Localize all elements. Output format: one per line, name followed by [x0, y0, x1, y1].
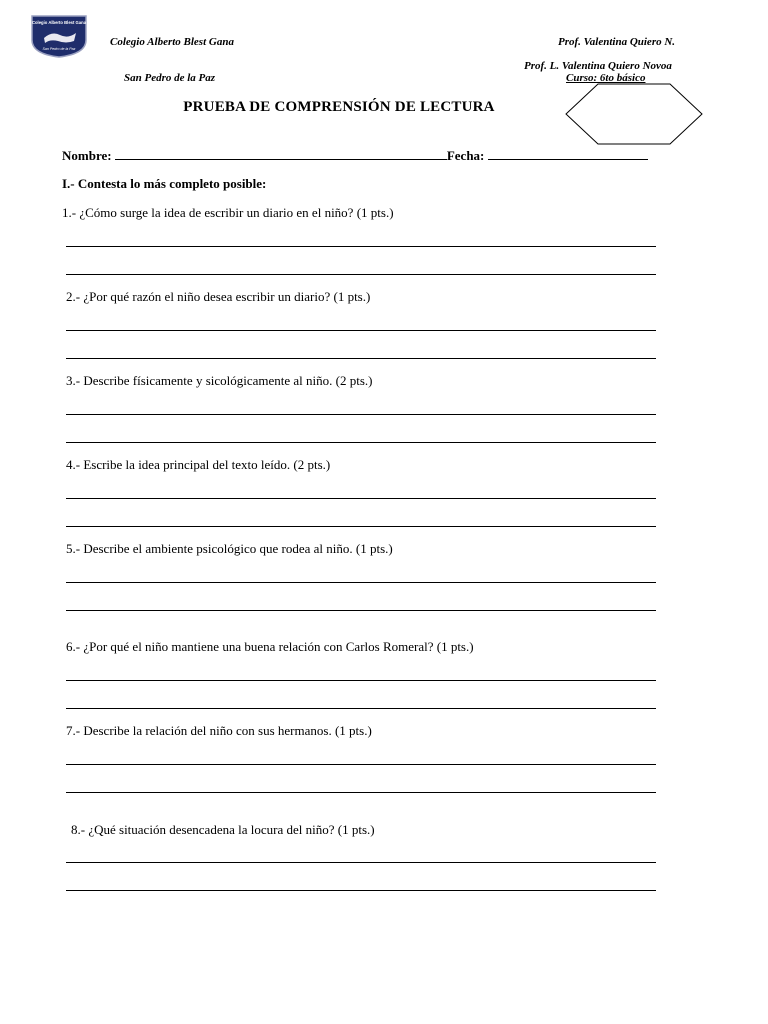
question-5: 5.- Describe el ambiente psicológico que rodea al niño. (1 pts.): [66, 541, 393, 556]
page-title: PRUEBA DE COMPRENSIÓN DE LECTURA: [183, 99, 495, 115]
school-logo: [30, 14, 88, 58]
answer-line[interactable]: [66, 680, 656, 681]
answer-line[interactable]: [66, 442, 656, 443]
answer-line[interactable]: [66, 610, 656, 611]
name-field-line[interactable]: [115, 147, 447, 160]
logo-text-bottom: San Pedro de la Paz: [42, 47, 76, 51]
answer-line[interactable]: [66, 274, 656, 275]
date-field-line[interactable]: [488, 147, 648, 160]
name-date-row: [62, 147, 648, 164]
school-name: Colegio Alberto Blest Gana: [110, 36, 234, 48]
date-label: Fecha:: [446, 148, 485, 163]
answer-line[interactable]: [66, 764, 656, 765]
question-1: 1.- ¿Cómo surge la idea de escribir un diario en el niño? (1 pts.): [62, 205, 394, 220]
answer-line[interactable]: [66, 792, 656, 793]
section-title: I.- Contesta lo más completo posible:: [62, 176, 267, 191]
logo-text-top: Colegio Alberto Blest Gana: [31, 20, 87, 25]
answer-line[interactable]: [66, 246, 656, 247]
answer-line[interactable]: [66, 358, 656, 359]
grade-hexagon: [564, 82, 704, 146]
answer-line[interactable]: [66, 862, 656, 863]
question-8: 8.- ¿Qué situación desencadena la locura del niño? (1 pts.): [71, 822, 375, 837]
question-7: 7.- Describe la relación del niño con sus hermanos. (1 pts.): [66, 723, 372, 738]
question-2: 2.- ¿Por qué razón el niño desea escribir un diario? (1 pts.): [66, 289, 371, 304]
answer-line[interactable]: [66, 414, 656, 415]
question-3: 3.- Describe físicamente y sicológicamente al niño. (2 pts.): [66, 373, 373, 388]
name-label: Nombre:: [62, 148, 112, 163]
teacher-name-full: Prof. L. Valentina Quiero Novoa: [524, 60, 672, 72]
teacher-name: Prof. Valentina Quiero N.: [558, 36, 676, 48]
answer-line[interactable]: [66, 582, 656, 583]
answer-line[interactable]: [66, 498, 656, 499]
question-4: 4.- Escribe la idea principal del texto leído. (2 pts.): [66, 457, 331, 472]
course-label: Curso: 6to básico: [566, 72, 646, 84]
answer-line[interactable]: [66, 526, 656, 527]
question-6: 6.- ¿Por qué el niño mantiene una buena relación con Carlos Romeral? (1 pts.): [66, 639, 474, 654]
answer-line[interactable]: [66, 330, 656, 331]
answer-line[interactable]: [66, 890, 656, 891]
answer-line[interactable]: [66, 708, 656, 709]
school-location: San Pedro de la Paz: [124, 72, 216, 84]
